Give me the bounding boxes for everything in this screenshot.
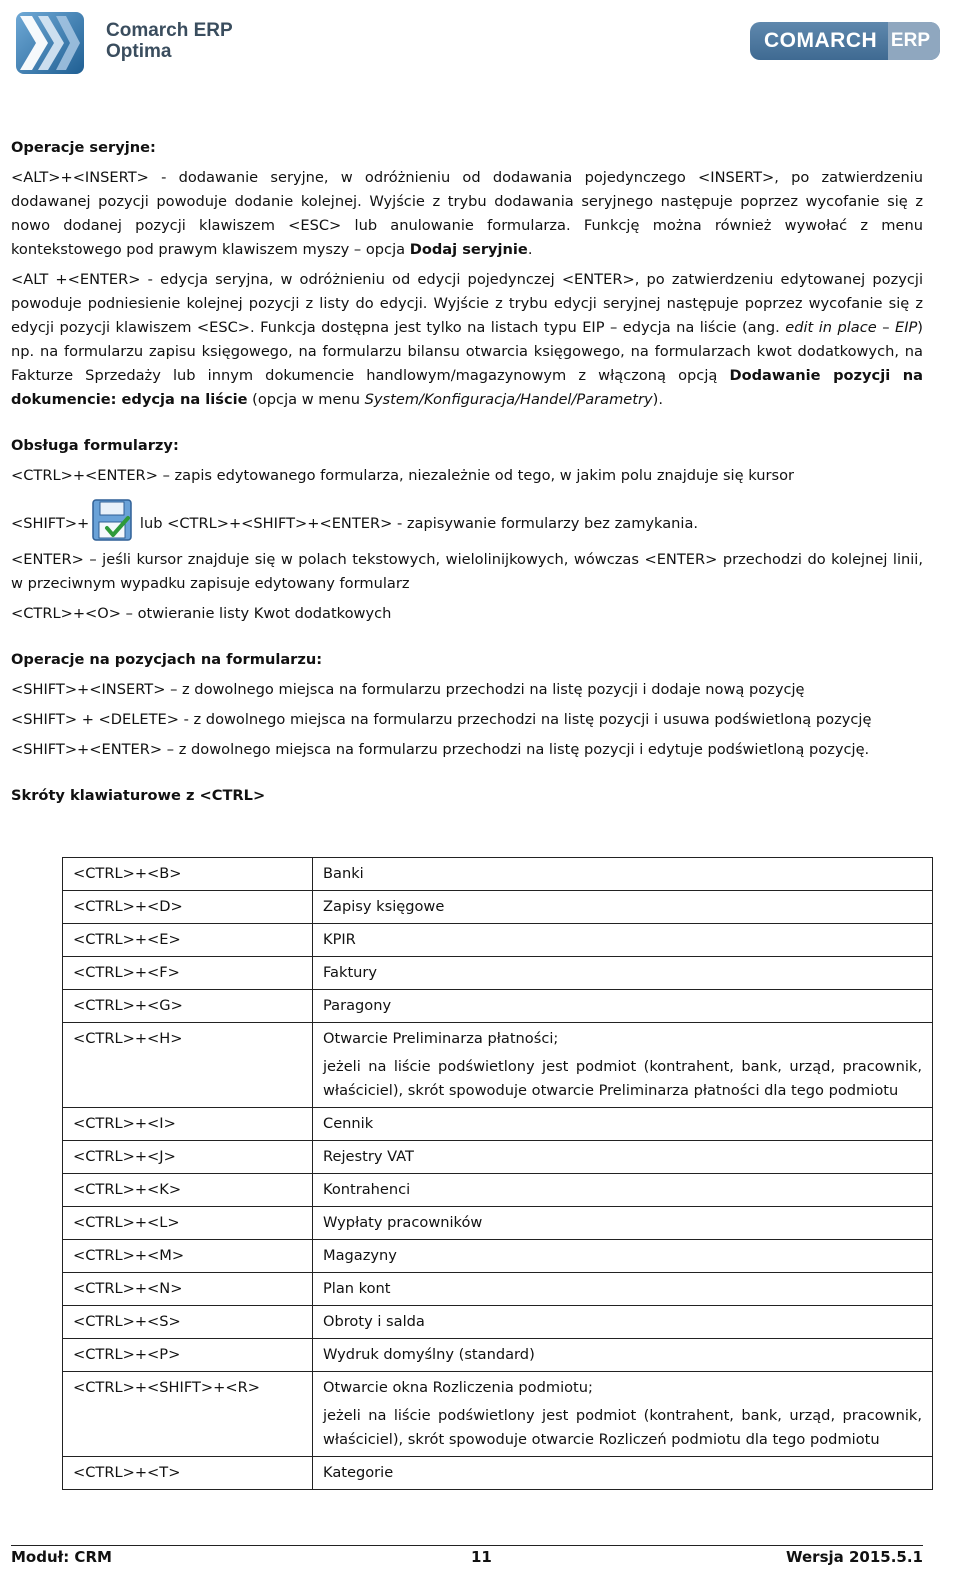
table-row xyxy=(63,891,933,924)
table-row xyxy=(63,1372,933,1457)
shortcut-desc: Rejestry VAT xyxy=(323,1148,414,1165)
shortcut-desc-cell xyxy=(313,990,933,1023)
shortcut-desc: Obroty i salda xyxy=(323,1313,425,1330)
document-body xyxy=(11,136,923,808)
shortcut-desc: Faktury xyxy=(323,964,378,981)
shortcut-desc-cell xyxy=(313,1240,933,1273)
shortcut-desc: Cennik xyxy=(323,1115,374,1132)
comarch-logo-text: COMARCH xyxy=(764,29,878,52)
shortcut-desc: Kategorie xyxy=(323,1464,394,1481)
positions-line-enter: <SHIFT>+<ENTER> – z dowolnego miejsca na formularzu przechodzi na listę pozycji i edytuje podświetloną pozycję. xyxy=(11,741,870,758)
shortcut-desc: Kontrahenci xyxy=(323,1181,411,1198)
footer-rule xyxy=(11,1545,923,1546)
heading-serial-operations: Operacje seryjne: xyxy=(11,139,156,156)
shortcut-key-cell: <CTRL>+<J> xyxy=(63,1141,313,1174)
shortcut-desc: Otwarcie okna Rozliczenia podmiotu; xyxy=(323,1379,593,1396)
shortcut-key-cell: <CTRL>+<D> xyxy=(63,891,313,924)
shortcut-desc-cell xyxy=(313,1023,933,1108)
table-row xyxy=(63,1273,933,1306)
forms-line-enter: <ENTER> – jeśli kursor znajduje się w polach tekstowych, wielolinijkowych, wówczas <ENTER> przechodzi do kolejnej linii, w przeciwnym wypadku zapisuje edytowany formularz xyxy=(11,551,923,592)
table-row xyxy=(63,1240,933,1273)
paragraph-serial-adding: <ALT>+<INSERT> - dodawanie seryjne, w odróżnieniu od dodawania pojedynczego <INSERT>, po zatwierdzeniu dodawanej pozycji powoduje dodanie kolejnej. Wyjście z trybu dodawania seryjnego następuje poprzez wycofanie się z nowo dodanej pozycji klawiszem <ESC> lub anulowanie formularza. Funkcję można również wywołać z menu kontekstowego pod prawym klawiszem myszy – opcja Dodaj seryjnie. xyxy=(11,169,923,258)
table-row xyxy=(63,858,933,891)
shortcut-desc-cell xyxy=(313,1457,933,1490)
heading-positions: Operacje na pozycjach na formularzu: xyxy=(11,651,323,668)
shortcut-key-cell: <CTRL>+<E> xyxy=(63,924,313,957)
table-row xyxy=(63,1457,933,1490)
shortcut-desc-cell xyxy=(313,1372,933,1457)
forms-line-ctrl-o: <CTRL>+<O> – otwieranie listy Kwot dodatkowych xyxy=(11,605,392,622)
shortcut-key-cell: <CTRL>+<I> xyxy=(63,1108,313,1141)
table-row xyxy=(63,990,933,1023)
shortcut-desc: KPIR xyxy=(323,931,356,948)
table-row xyxy=(63,1174,933,1207)
table-row xyxy=(63,1108,933,1141)
comarch-erp-optima-logo xyxy=(14,8,244,78)
shortcut-key-cell: <CTRL>+<P> xyxy=(63,1339,313,1372)
shortcut-desc-cell xyxy=(313,1306,933,1339)
shortcut-desc-cell xyxy=(313,1273,933,1306)
shortcut-desc-cell xyxy=(313,1141,933,1174)
shortcut-desc-cell xyxy=(313,891,933,924)
shortcut-desc: Banki xyxy=(323,865,364,882)
erp-logo-text: ERP xyxy=(890,30,930,51)
table-row xyxy=(63,1141,933,1174)
table-row xyxy=(63,924,933,957)
shortcut-desc-cell xyxy=(313,1174,933,1207)
paragraph-serial-editing: <ALT +<ENTER> - edycja seryjna, w odróżnieniu od edycji pojedynczej <ENTER>, po zatwierdzeniu edytowanej pozycji powoduje podniesienie kolejnej pozycji z listy do edycji. Wyjście z trybu edycji seryjnej następuje poprzez wycofanie się z edycji pozycji klawiszem <ESC>. Funkcja dostępna jest tylko na listach typu EIP – edycja na liście (ang. edit in place – EIP) np. na formularzu zapisu księgowego, na formularzu bilansu otwarcia księgowego, na formularzach kwot dodatkowych, na Fakturze Sprzedaży lub innym dokumencie handlowym/magazynowym z włączoną opcją Dodawanie pozycji na dokumencie: edycja na liście (opcja w menu System/Konfiguracja/Handel/Parametry). xyxy=(11,271,924,408)
brand-line-2: Optima xyxy=(106,41,172,62)
footer-module: Moduł: CRM xyxy=(11,1548,112,1566)
shortcut-desc: Wypłaty pracowników xyxy=(323,1214,483,1231)
shortcut-key-cell: <CTRL>+<G> xyxy=(63,990,313,1023)
positions-line-delete: <SHIFT> + <DELETE> - z dowolnego miejsca na formularzu przechodzi na listę pozycji i usuwa podświetloną pozycję xyxy=(11,711,872,728)
shortcut-desc: Otwarcie Preliminarza płatności; xyxy=(323,1030,559,1047)
shortcut-key-cell: <CTRL>+<H> xyxy=(63,1023,313,1108)
shortcut-desc-cell xyxy=(313,1207,933,1240)
shortcut-desc: Plan kont xyxy=(323,1280,391,1297)
comarch-erp-logo xyxy=(750,22,940,60)
positions-line-insert: <SHIFT>+<INSERT> – z dowolnego miejsca na formularzu przechodzi na listę pozycji i dodaje nową pozycję xyxy=(11,681,805,698)
shortcut-key-cell: <CTRL>+<N> xyxy=(63,1273,313,1306)
shortcut-key-cell: <CTRL>+<T> xyxy=(63,1457,313,1490)
shortcut-key-cell: <CTRL>+<S> xyxy=(63,1306,313,1339)
heading-ctrl-shortcuts: Skróty klawiaturowe z <CTRL> xyxy=(11,787,266,804)
page-footer xyxy=(11,1545,923,1569)
shortcut-key-cell: <CTRL>+<SHIFT>+<R> xyxy=(63,1372,313,1457)
shortcut-desc-extra: jeżeli na liście podświetlony jest podmiot (kontrahent, bank, urząd, pracownik, właściciel), skrót spowoduje otwarcie Preliminarza płatności dla tego podmiotu xyxy=(323,1058,922,1099)
shortcut-key-cell: <CTRL>+<K> xyxy=(63,1174,313,1207)
table-row xyxy=(63,1339,933,1372)
shortcut-key-cell: <CTRL>+<M> xyxy=(63,1240,313,1273)
table-row xyxy=(63,1207,933,1240)
shortcut-desc-cell xyxy=(313,957,933,990)
shortcut-key-cell: <CTRL>+<L> xyxy=(63,1207,313,1240)
shortcut-key-cell: <CTRL>+<B> xyxy=(63,858,313,891)
footer-page-number: 11 xyxy=(471,1548,492,1566)
table-row xyxy=(63,1023,933,1108)
shortcut-desc-cell xyxy=(313,858,933,891)
shortcut-desc-cell xyxy=(313,924,933,957)
shortcut-key-cell: <CTRL>+<F> xyxy=(63,957,313,990)
shortcut-desc-cell xyxy=(313,1339,933,1372)
shortcut-desc-extra: jeżeli na liście podświetlony jest podmiot (kontrahent, bank, urząd, pracownik, właściciel), skrót spowoduje otwarcie Rozliczeń podmiotu dla tego podmiotu xyxy=(323,1407,922,1448)
footer-version: Wersja 2015.5.1 xyxy=(785,1548,923,1566)
table-row xyxy=(63,957,933,990)
brand-line-1: Comarch ERP xyxy=(106,20,233,41)
shortcut-desc-cell xyxy=(313,1108,933,1141)
table-row xyxy=(63,1306,933,1339)
shortcut-desc: Paragony xyxy=(323,997,392,1014)
forms-line-shift-save: <SHIFT>+ lub <CTRL>+<SHIFT>+<ENTER> - zapisywanie formularzy bez zamykania. xyxy=(11,498,923,542)
shortcuts-table xyxy=(62,857,933,1490)
forms-line-ctrl-enter: <CTRL>+<ENTER> – zapis edytowanego formularza, niezależnie od tego, w jakim polu znajduje się kursor xyxy=(11,467,795,484)
optima-chevron-logo-icon xyxy=(14,8,86,78)
shortcut-desc: Magazyny xyxy=(323,1247,397,1264)
save-floppy-icon xyxy=(91,498,133,542)
shortcut-desc: Zapisy księgowe xyxy=(323,898,445,915)
heading-forms: Obsługa formularzy: xyxy=(11,437,179,454)
shortcut-desc: Wydruk domyślny (standard) xyxy=(323,1346,535,1363)
